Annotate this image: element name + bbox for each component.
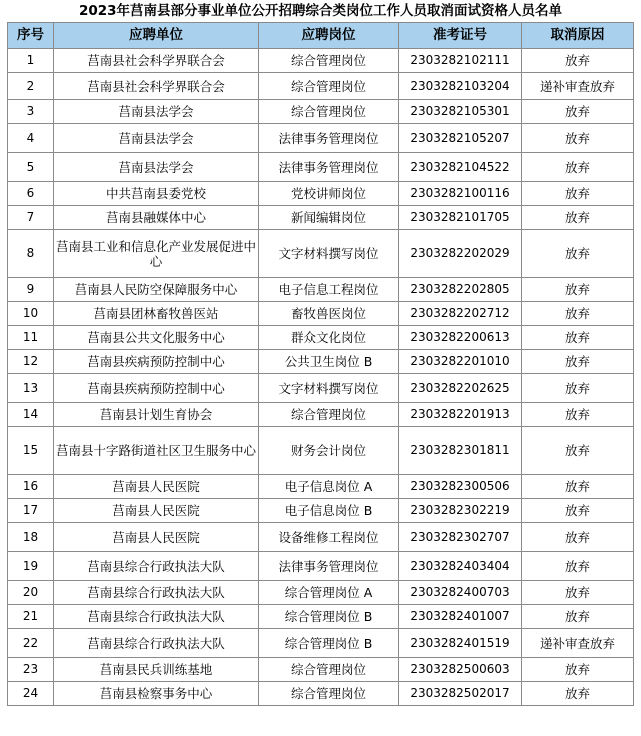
cell-exam-id: 2303282502017 (399, 682, 522, 706)
table-body (8, 49, 634, 706)
table-row (8, 73, 634, 100)
cell-position: 群众文化岗位 (259, 326, 399, 350)
cell-exam-id: 2303282202625 (399, 374, 522, 403)
table-row (8, 581, 634, 605)
table-row (8, 49, 634, 73)
cell-exam-id: 2303282105301 (399, 100, 522, 124)
cell-index: 9 (8, 278, 54, 302)
cell-exam-id: 2303282401007 (399, 605, 522, 629)
cell-position: 电子信息岗位 B (259, 499, 399, 523)
header-position: 应聘岗位 (259, 23, 399, 49)
cell-position: 综合管理岗位 B (259, 605, 399, 629)
cell-reason: 放弃 (522, 605, 634, 629)
cell-reason: 递补审查放弃 (522, 73, 634, 100)
cell-unit: 莒南县综合行政执法大队 (54, 581, 259, 605)
cell-unit: 莒南县人民医院 (54, 523, 259, 552)
cell-index: 20 (8, 581, 54, 605)
cell-position: 新闻编辑岗位 (259, 206, 399, 230)
cell-reason: 放弃 (522, 326, 634, 350)
table-row (8, 124, 634, 153)
cell-position: 法律事务管理岗位 (259, 552, 399, 581)
cell-position: 党校讲师岗位 (259, 182, 399, 206)
cell-exam-id: 2303282103204 (399, 73, 522, 100)
cell-position: 财务会计岗位 (259, 427, 399, 475)
cell-reason: 放弃 (522, 182, 634, 206)
cell-exam-id: 2303282104522 (399, 153, 522, 182)
cell-unit: 莒南县法学会 (54, 100, 259, 124)
cell-reason: 放弃 (522, 403, 634, 427)
cell-exam-id: 2303282403404 (399, 552, 522, 581)
cell-reason: 放弃 (522, 206, 634, 230)
cell-exam-id: 2303282201010 (399, 350, 522, 374)
table-row (8, 658, 634, 682)
header-row (8, 23, 634, 49)
cell-exam-id: 2303282300506 (399, 475, 522, 499)
cell-exam-id: 2303282100116 (399, 182, 522, 206)
cell-unit: 莒南县检察事务中心 (54, 682, 259, 706)
table-row (8, 552, 634, 581)
cell-index: 21 (8, 605, 54, 629)
cell-position: 畜牧兽医岗位 (259, 302, 399, 326)
cell-reason: 放弃 (522, 374, 634, 403)
cell-position: 电子信息工程岗位 (259, 278, 399, 302)
table-row (8, 374, 634, 403)
cell-position: 电子信息岗位 A (259, 475, 399, 499)
page-title: 2023年莒南县部分事业单位公开招聘综合类岗位工作人员取消面试资格人员名单 (78, 3, 563, 19)
cell-unit: 莒南县公共文化服务中心 (54, 326, 259, 350)
cell-reason: 放弃 (522, 49, 634, 73)
cell-exam-id: 2303282200613 (399, 326, 522, 350)
table-row (8, 153, 634, 182)
cell-position: 综合管理岗位 (259, 49, 399, 73)
cell-position: 综合管理岗位 (259, 403, 399, 427)
cell-reason: 放弃 (522, 427, 634, 475)
cell-index: 1 (8, 49, 54, 73)
cell-unit: 莒南县综合行政执法大队 (54, 629, 259, 658)
cell-position: 设备维修工程岗位 (259, 523, 399, 552)
cell-reason: 放弃 (522, 552, 634, 581)
cell-position: 综合管理岗位 (259, 73, 399, 100)
cell-position: 综合管理岗位 A (259, 581, 399, 605)
cell-unit: 莒南县工业和信息化产业发展促进中心 (54, 230, 259, 278)
cell-position: 综合管理岗位 (259, 682, 399, 706)
header-unit: 应聘单位 (54, 23, 259, 49)
table-row (8, 350, 634, 374)
table-row (8, 605, 634, 629)
cell-index: 18 (8, 523, 54, 552)
cell-position: 公共卫生岗位 B (259, 350, 399, 374)
cell-exam-id: 2303282302707 (399, 523, 522, 552)
cell-reason: 放弃 (522, 523, 634, 552)
table-row (8, 100, 634, 124)
header-reason: 取消原因 (522, 23, 634, 49)
cell-unit: 莒南县融媒体中心 (54, 206, 259, 230)
cell-reason: 放弃 (522, 581, 634, 605)
cell-position: 综合管理岗位 (259, 100, 399, 124)
cell-unit: 莒南县人民防空保障服务中心 (54, 278, 259, 302)
cell-reason: 放弃 (522, 682, 634, 706)
cell-unit: 中共莒南县委党校 (54, 182, 259, 206)
cell-unit: 莒南县疾病预防控制中心 (54, 374, 259, 403)
cell-exam-id: 2303282105207 (399, 124, 522, 153)
cell-position: 综合管理岗位 (259, 658, 399, 682)
cell-index: 19 (8, 552, 54, 581)
cell-index: 7 (8, 206, 54, 230)
cell-position: 文字材料撰写岗位 (259, 374, 399, 403)
cell-unit: 莒南县社会科学界联合会 (54, 73, 259, 100)
cell-unit: 莒南县法学会 (54, 124, 259, 153)
cell-index: 8 (8, 230, 54, 278)
table-row (8, 475, 634, 499)
table-row (8, 278, 634, 302)
cell-exam-id: 2303282500603 (399, 658, 522, 682)
header-exam-id: 准考证号 (399, 23, 522, 49)
cell-reason: 放弃 (522, 278, 634, 302)
cell-exam-id: 2303282400703 (399, 581, 522, 605)
cell-unit: 莒南县十字路街道社区卫生服务中心 (54, 427, 259, 475)
cell-unit: 莒南县社会科学界联合会 (54, 49, 259, 73)
cell-exam-id: 2303282202712 (399, 302, 522, 326)
table-row (8, 682, 634, 706)
cell-index: 15 (8, 427, 54, 475)
cell-exam-id: 2303282201913 (399, 403, 522, 427)
table-row (8, 230, 634, 278)
header-index: 序号 (8, 23, 54, 49)
cell-exam-id: 2303282102111 (399, 49, 522, 73)
cell-reason: 放弃 (522, 124, 634, 153)
cell-reason: 放弃 (522, 302, 634, 326)
cell-reason: 放弃 (522, 499, 634, 523)
cell-unit: 莒南县人民医院 (54, 499, 259, 523)
cell-unit: 莒南县团林畜牧兽医站 (54, 302, 259, 326)
cell-unit: 莒南县计划生育协会 (54, 403, 259, 427)
table-row (8, 427, 634, 475)
cell-exam-id: 2303282301811 (399, 427, 522, 475)
cell-reason: 放弃 (522, 350, 634, 374)
cancellation-table (7, 22, 634, 706)
cell-index: 23 (8, 658, 54, 682)
cell-exam-id: 2303282202029 (399, 230, 522, 278)
cell-position: 法律事务管理岗位 (259, 124, 399, 153)
table-row (8, 206, 634, 230)
cell-index: 4 (8, 124, 54, 153)
table-header (8, 23, 634, 49)
cell-position: 法律事务管理岗位 (259, 153, 399, 182)
cell-index: 16 (8, 475, 54, 499)
cell-index: 12 (8, 350, 54, 374)
cell-unit: 莒南县法学会 (54, 153, 259, 182)
cell-index: 22 (8, 629, 54, 658)
cell-exam-id: 2303282401519 (399, 629, 522, 658)
table-row (8, 326, 634, 350)
cell-reason: 放弃 (522, 475, 634, 499)
cell-unit: 莒南县综合行政执法大队 (54, 552, 259, 581)
cell-unit: 莒南县疾病预防控制中心 (54, 350, 259, 374)
cell-unit: 莒南县民兵训练基地 (54, 658, 259, 682)
table-row (8, 403, 634, 427)
cell-index: 3 (8, 100, 54, 124)
cell-exam-id: 2303282302219 (399, 499, 522, 523)
table-row (8, 523, 634, 552)
cell-index: 2 (8, 73, 54, 100)
cell-index: 17 (8, 499, 54, 523)
cell-index: 10 (8, 302, 54, 326)
cell-position: 文字材料撰写岗位 (259, 230, 399, 278)
table-row (8, 629, 634, 658)
cell-index: 11 (8, 326, 54, 350)
table-row (8, 302, 634, 326)
table-row (8, 499, 634, 523)
cell-index: 6 (8, 182, 54, 206)
cell-reason: 放弃 (522, 100, 634, 124)
cell-index: 14 (8, 403, 54, 427)
cell-index: 24 (8, 682, 54, 706)
cell-reason: 放弃 (522, 153, 634, 182)
cell-unit: 莒南县人民医院 (54, 475, 259, 499)
table-row (8, 182, 634, 206)
cell-index: 13 (8, 374, 54, 403)
cell-reason: 放弃 (522, 230, 634, 278)
cell-reason: 递补审查放弃 (522, 629, 634, 658)
cell-exam-id: 2303282202805 (399, 278, 522, 302)
cell-unit: 莒南县综合行政执法大队 (54, 605, 259, 629)
cell-position: 综合管理岗位 B (259, 629, 399, 658)
cell-index: 5 (8, 153, 54, 182)
cell-reason: 放弃 (522, 658, 634, 682)
cell-exam-id: 2303282101705 (399, 206, 522, 230)
